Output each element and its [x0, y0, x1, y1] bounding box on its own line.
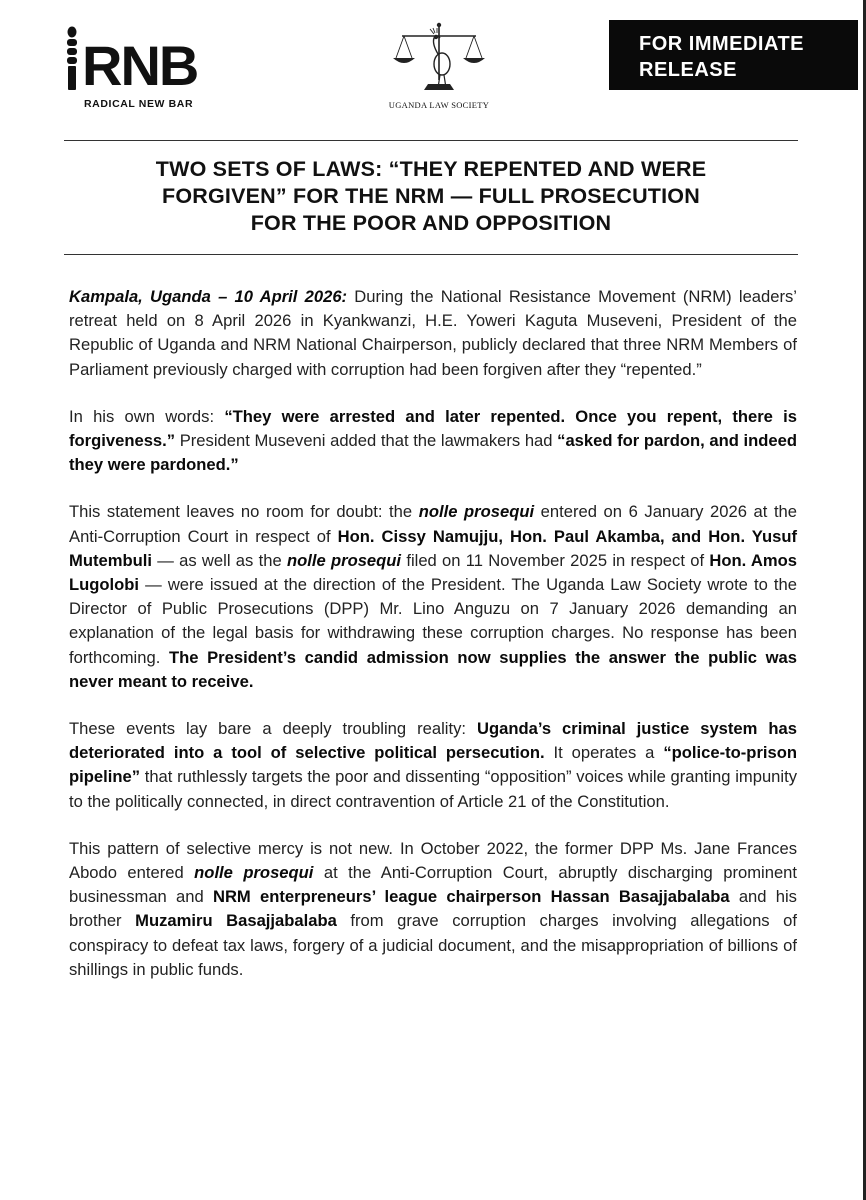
- p4-pipeline: “police-to-prison pipeline”: [69, 743, 798, 787]
- p3-admission: The President’s candid admission now supplies the answer the public was never meant to receive.: [69, 647, 797, 691]
- paragraph-1: [69, 285, 797, 382]
- rnb-tagline: RADICAL NEW BAR: [84, 98, 194, 110]
- p2-quote-2: “asked for pardon, and indeed they were pardoned.”: [69, 431, 797, 475]
- p5-text-4: from grave corruption charges involving allegations of conspiracy to defeat tax laws, forgery of a judicial document, and the misappropriation of billions of shillings in public funds.: [69, 911, 797, 979]
- paragraph-3: [69, 500, 797, 694]
- rnb-logo: [64, 26, 224, 110]
- p3-lugolobi-name: Hon. Amos Lugolobi: [69, 550, 797, 595]
- paragraph-5: [69, 837, 797, 982]
- p3-text-1: This statement leaves no room for doubt: the: [69, 502, 419, 522]
- headline-line-2: FORGIVEN” FOR THE NRM — FULL PROSECUTION: [162, 184, 700, 208]
- headline-line-1: TWO SETS OF LAWS: “THEY REPENTED AND WERE: [155, 157, 707, 181]
- p4-text-1: These events lay bare a deeply troubling reality:: [69, 719, 477, 739]
- p5-muzamiru-name: Muzamiru Basajjabalaba: [135, 911, 337, 931]
- release-body: [69, 285, 797, 1005]
- p5-text-3: and his brother: [69, 887, 797, 931]
- p3-mps-names: Hon. Cissy Namujju, Hon. Paul Akamba, and Hon. Yusuf Mutembuli: [69, 526, 797, 570]
- release-line-2: RELEASE: [639, 59, 737, 81]
- p3-nolle-prosequi-1: nolle prosequi: [418, 502, 535, 522]
- p4-text-3: that ruthlessly targets the poor and dissenting “opposition” voices while granting impunity to the politically connected, in direct contravention of Article 21 of the Constitution.: [69, 767, 797, 811]
- rnb-letters: RNB: [82, 34, 198, 97]
- release-line-1: FOR IMMEDIATE: [639, 33, 805, 55]
- p2-text-1: In his own words:: [69, 406, 225, 426]
- rnb-mark: [64, 26, 198, 97]
- p5-text-2: at the Anti-Corruption Court, abruptly discharging prominent businessman and: [69, 863, 798, 907]
- uganda-law-society-logo: [384, 18, 494, 118]
- p3-text-3: — as well as the: [151, 550, 287, 570]
- paragraph-4: [69, 717, 797, 814]
- for-immediate-release-badge: [609, 20, 858, 90]
- p4-justice-system: Uganda’s criminal justice system has deteriorated into a tool of selective political persecution.: [69, 719, 797, 763]
- p3-text-2: entered on 6 January 2026 at the Anti-Corruption Court in respect of: [69, 502, 798, 546]
- paragraph-1-text: During the National Resistance Movement (NRM) leaders’ retreat held on 8 April 2026 in Kyankwanzi, H.E. Yoweri Kaguta Museveni, President of the Republic of Uganda and NRM National Chairperson, publicly declared that three NRM Members of Parliament previously charged with corruption had been forgiven after they “repented.”: [69, 287, 797, 379]
- p5-text-1: This pattern of selective mercy is not new. In October 2022, the former DPP Ms. Jane Frances Abodo entered: [69, 838, 797, 883]
- p3-nolle-prosequi-2: nolle prosequi: [286, 550, 402, 570]
- headline-top-divider: [64, 140, 798, 141]
- uganda-law-society-name: UGANDA LAW SOCIETY: [388, 100, 490, 110]
- p5-nolle-prosequi: nolle prosequi: [194, 863, 314, 883]
- paragraph-2: [69, 405, 797, 478]
- headline-line-3: FOR THE POOR AND OPPOSITION: [250, 211, 612, 235]
- p2-text-2: President Museveni added that the lawmakers had: [175, 431, 558, 451]
- scales-of-justice-crane-icon: [384, 18, 494, 98]
- p4-text-2: It operates a: [544, 743, 664, 763]
- p2-quote-1: “They were arrested and later repented. Once you repent, there is forgiveness.”: [69, 406, 797, 451]
- torch-icon: [64, 26, 80, 92]
- p3-text-4: filed on 11 November 2025 in respect of: [401, 550, 710, 570]
- dateline: Kampala, Uganda – 10 April 2026:: [69, 287, 348, 306]
- headline-bottom-divider: [64, 254, 798, 255]
- p5-hassan-name: NRM enterpreneurs’ league chairperson Hassan Basajjabalaba: [212, 887, 730, 907]
- p3-text-5: — were issued at the direction of the President. The Uganda Law Society wrote to the Director of Public Prosecutions (DPP) Mr. Lino Anguzu on 7 January 2026 demanding an explanation of the legal basis for withdrawing these corruption charges. No response has been forthcoming.: [69, 575, 797, 667]
- headline: [64, 156, 798, 237]
